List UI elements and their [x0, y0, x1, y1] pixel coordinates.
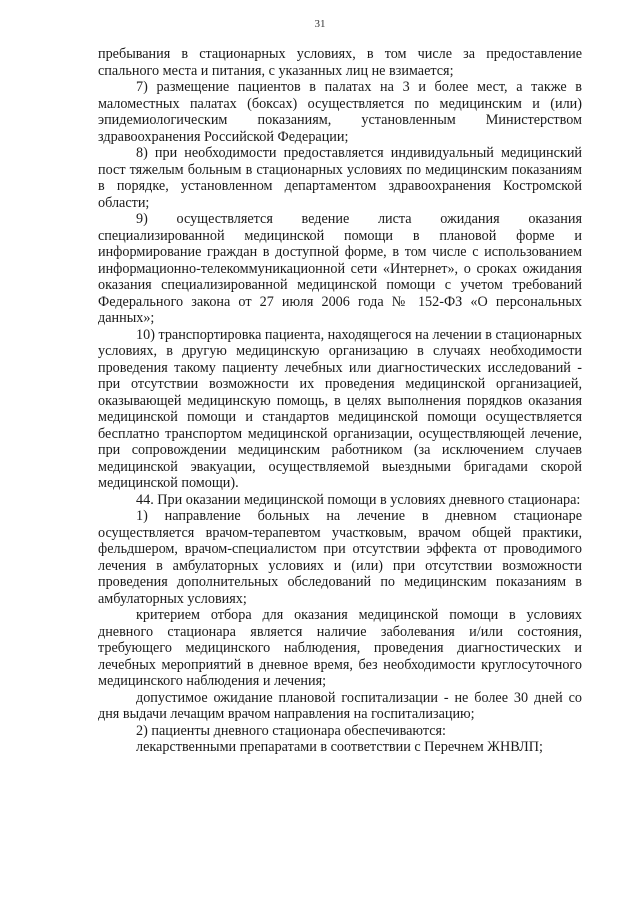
- paragraph-selection-criterion: критерием отбора для оказания медицинской помощи в условиях дневного стационара является наличие заболевания и/или состояния, требующего медицинского наблюдения, проведения диагностических и лечебных мероприятий в дневное время, без необходимости круглосуточного медицинского наблюдения и лечения;: [98, 607, 582, 689]
- document-body: [98, 46, 582, 756]
- paragraph-day-hospital-item-1-referral: 1) направление больных на лечение в дневном стационаре осуществляется врачом-терапевтом участковым, врачом общей практики, фельдшером, врачом-специалистом при отсутствии эффекта от проводимого лечения в амбулаторных условиях и (или) при отсутствии возможности проведения дополнительных обследований по медицинским показаниям в амбулаторных условиях;: [98, 508, 582, 607]
- paragraph-hospital-stay-fee: пребывания в стационарных условиях, в том числе за предоставление спального места и питания, с указанных лиц не взимается;: [98, 46, 582, 79]
- paragraph-medications: лекарственными препаратами в соответствии с Перечнем ЖНВЛП;: [136, 739, 543, 755]
- paragraph-item-10-transportation: 10) транспортировка пациента, находящегося на лечении в стационарных условиях, в другую медицинскую организацию в случаях необходимости проведения такому пациенту лечебных или диагностических исследований - при отсутствии возможности их проведения медицинской организацией, оказывающей медицинскую помощь, в целях выполнения порядков оказания медицинской помощи и стандартов медицинской помощи осуществляется бесплатно транспортом медицинской организации, осуществляющей лечение, при сопровождении медицинским работником (за исключением случаев медицинской эвакуации, осуществляемой выездными бригадами скорой медицинской помощи).: [98, 326, 582, 491]
- paragraph-item-7-ward-placement: 7) размещение пациентов в палатах на 3 и более мест, а также в маломестных палатах (боксах) осуществляется по медицинским и (или) эпидемиологическим показаниям, установленным Министерством здравоохранения Российской Федерации;: [98, 79, 582, 145]
- paragraph-waiting-time: допустимое ожидание плановой госпитализации - не более 30 дней со дня выдачи лечащим врачом направления на госпитализацию;: [98, 689, 582, 722]
- paragraph-day-hospital-item-2-provision: 2) пациенты дневного стационара обеспечиваются:: [136, 722, 446, 739]
- paragraph-item-8-individual-post: 8) при необходимости предоставляется индивидуальный медицинский пост тяжелым больным в стационарных условиях по медицинским показаниям в порядке, установленном департаментом здравоохранения Костромской области;: [98, 145, 582, 211]
- page-number: 31: [314, 18, 326, 30]
- paragraph-section-44-day-hospital: 44. При оказании медицинской помощи в условиях дневного стационара:: [136, 491, 581, 508]
- paragraph-item-9-waiting-list: 9) осуществляется ведение листа ожидания оказания специализированной медицинской помощи в плановой форме и информирование граждан в доступной форме, в том числе с использованием информационно-телекоммуникационной сети «Интернет», о сроках ожидания оказания специализированной медицинской помощи с учетом требований Федерального закона от 27 июля 2006 года № 152-ФЗ «О персональных данных»;: [98, 211, 582, 326]
